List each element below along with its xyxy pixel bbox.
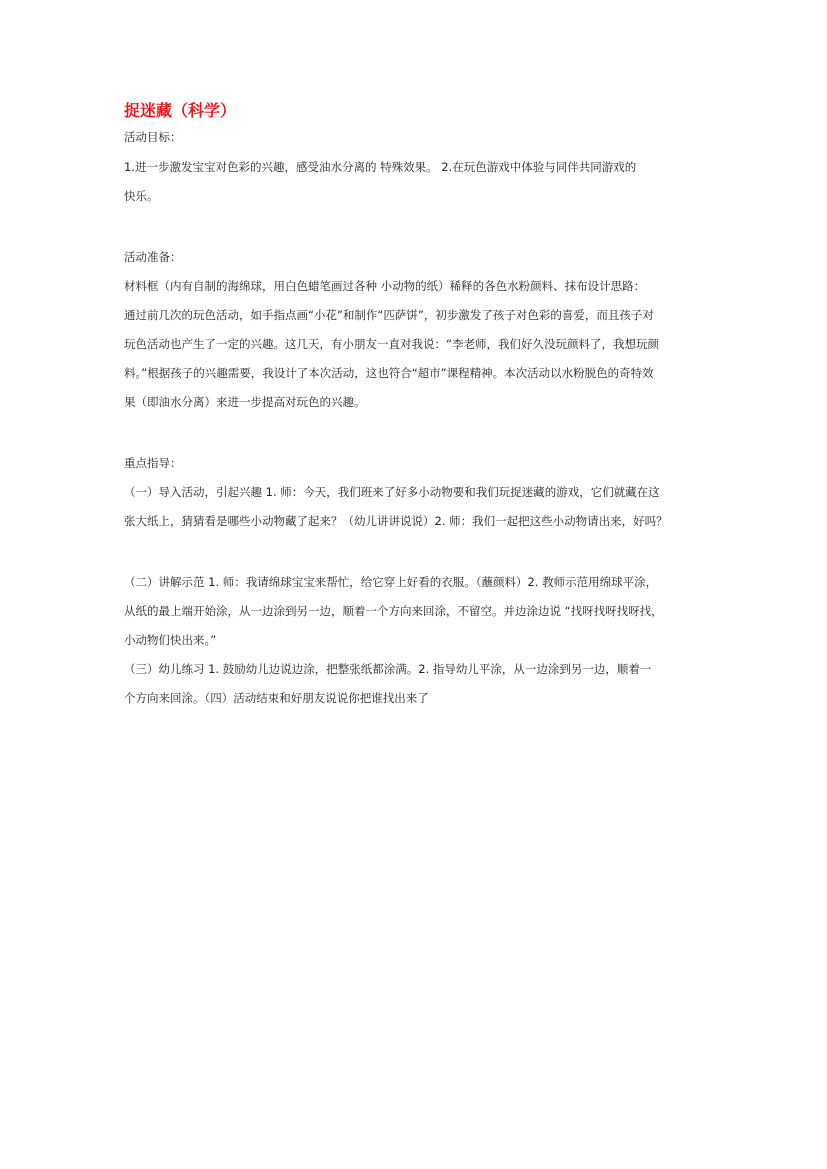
document-title: 捉迷藏（科学） bbox=[124, 101, 237, 120]
guide-heading: 重点指导： bbox=[124, 456, 182, 470]
prep-line-3: 玩色活动也产生了一定的兴趣。这几天，有小朋友一直对我说：“李老师，我们好久没玩颜料了，我想玩颜 bbox=[124, 337, 659, 351]
guide-section-3-line-1: （三）幼儿练习 1. 鼓励幼儿边说边涂，把整张纸都涂满。2. 指导幼儿平涂，从一边涂到另一边，顺着一 bbox=[124, 662, 652, 676]
guide-section-3-line-2: 个方向来回涂。（四）活动结束和好朋友说说你把谁找出来了 bbox=[124, 691, 429, 705]
guide-section-2-line-1: （二）讲解示范 1. 师：我请绵球宝宝来帮忙，给它穿上好看的衣服。（蘸颜料）2. 教师示范用绵球平涂， bbox=[124, 575, 658, 589]
goals-line-1: 1.进一步激发宝宝对色彩的兴趣，感受油水分离的 特殊效果。 2.在玩色游戏中体验与同伴共同游戏的 bbox=[124, 160, 637, 174]
guide-section-2-line-2: 从纸的最上端开始涂，从一边涂到另一边，顺着一个方向来回涂，不留空。并边涂边说 “找呀找呀找呀找， bbox=[124, 604, 663, 618]
guide-section-1-line-1: （一）导入活动，引起兴趣 1. 师：今天，我们班来了好多小动物要和我们玩捉迷藏的游戏，它们就藏在这 bbox=[124, 485, 660, 499]
prep-line-2: 通过前几次的玩色活动，如手指点画“小花”和制作“匹萨饼”，初步激发了孩子对色彩的喜爱，而且孩子对 bbox=[124, 308, 654, 322]
document-page bbox=[124, 98, 707, 713]
guide-section-2-line-3: 小动物们快出来。” bbox=[124, 633, 217, 647]
prep-line-1: 材料框（内有自制的海绵球，用白色蜡笔画过各种 小动物的纸）稀释的各色水粉颜料、抹布设计思路： bbox=[124, 279, 646, 293]
spacer bbox=[124, 536, 707, 568]
prep-line-5: 果（即油水分离）来进一步提高对玩色的兴趣。 bbox=[124, 395, 366, 409]
goals-heading: 活动目标： bbox=[124, 130, 182, 144]
prep-line-4: 料。”根据孩子的兴趣需要，我设计了本次活动，这也符合“超市”课程精神。本次活动以水粉脱色的奇特效 bbox=[124, 366, 654, 380]
prep-heading: 活动准备： bbox=[124, 250, 182, 264]
spacer bbox=[124, 417, 707, 449]
guide-section-1-line-2: 张大纸上，猜猜看是哪些小动物藏了起来？（幼儿讲讲说说）2. 师：我们一起把这些小动物请出来，好吗？ bbox=[124, 514, 668, 528]
goals-line-2: 快乐。 bbox=[124, 189, 159, 203]
spacer bbox=[124, 211, 707, 243]
